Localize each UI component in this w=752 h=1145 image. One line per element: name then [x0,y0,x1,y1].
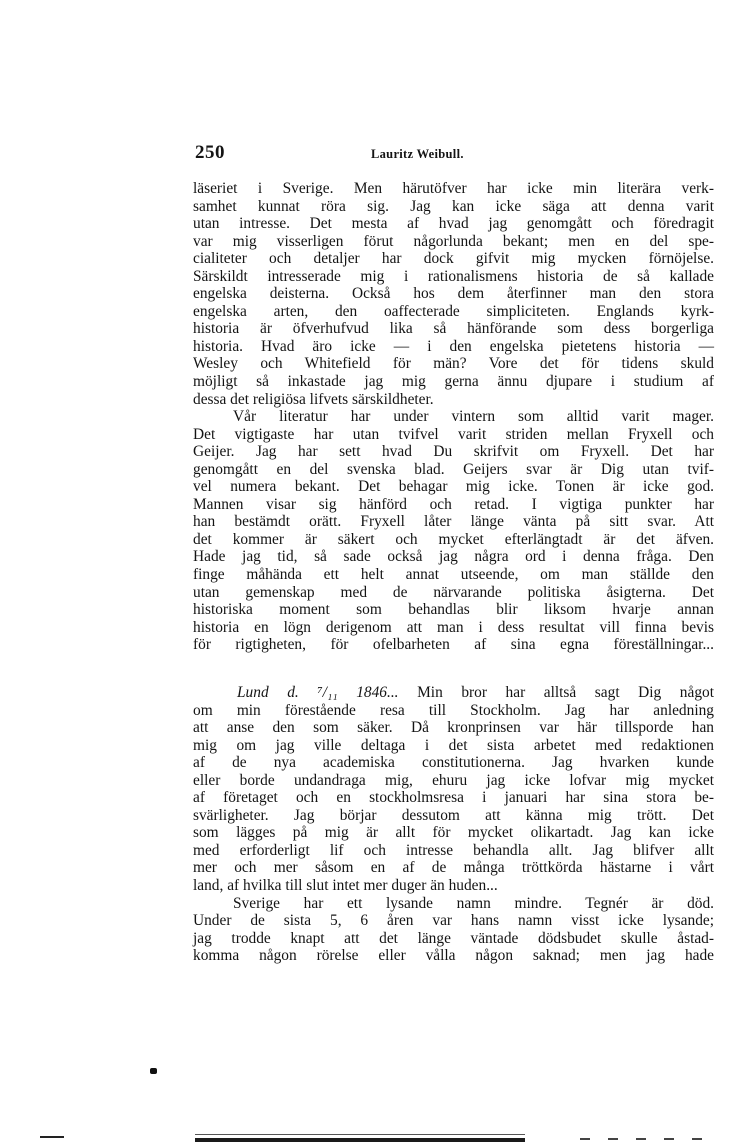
text-line: med erforderligt lif och intresse behandla allt. Jag blifver allt [193,841,714,859]
text-line: Sverige har ett lysande namn mindre. Tegnér är död. [233,894,714,912]
text-line: möjligt så inkastade jag mig gerna ännu djupare i studium af [193,373,714,391]
text-line: Geijer. Jag har sett hvad Du skrifvit om Fryxell. Det har [193,443,714,461]
text-line: eller borde undandraga mig, ehuru jag icke lofvar mig mycket [193,771,714,789]
text-line: historia är öfverhufvud lika så hänförande som dess borgerliga [193,320,714,338]
text-fragment: Min bror har alltså sagt Dig något [398,684,715,701]
text-line: Vår literatur har under vintern som alltid varit mager. [233,408,714,426]
dateline: Lund d. ⁷/₁₁ 1846... [237,684,399,701]
bottom-dashed-rule [580,1138,720,1140]
text-line: jag trodde knapt att det länge väntade dödsbudet skulle åstad- [193,929,714,947]
bottom-rule [195,1138,525,1142]
text-line: samhet kunnat röra sig. Jag kan icke säga att denna varit [193,197,714,215]
text-line: som lägges på mig är allt för mycket olikartadt. Jag kan icke [193,824,714,842]
text-line: Mannen visar sig hänförd och retad. I vigtiga punkter har [193,495,714,513]
text-line: land, af hvilka till slut intet mer duger än huden... [193,877,498,895]
letter-text-block-1 [193,180,714,654]
text-line: mer och mer såsom en af de många tröttkörda hästarne i vårt [193,859,714,877]
text-line: utan intresse. Det mesta af hvad jag genomgått och föredragit [193,215,714,233]
ink-speck [150,1068,157,1074]
text-line: af företaget och en stockholmsresa i januari har sina stora be- [193,789,714,807]
letter-text-block-2 [193,684,714,965]
text-line: Wesley och Whitefield för män? Vore det för tidens skuld [193,355,714,373]
text-line: var mig visserligen förut någorlunda bekant; men en del spe- [193,232,714,250]
text-line: historia. Hvad äro icke — i den engelska pietetens historia — [193,337,714,355]
text-line: dessa det religiösa lifvets särskildheter. [193,390,434,408]
text-line: för rigtigheten, för ofelbarheten af sina egna föreställningar... [193,636,714,654]
text-line: engelska deisterna. Också hos dem återfinner man den stora [193,285,714,303]
text-line: Det vigtigaste har utan tvifvel varit striden mellan Fryxell och [193,425,714,443]
text-line: mig om jag ville deltaga i det sista arbetet med redaktionen [193,736,714,754]
bottom-edge-mark [40,1136,64,1138]
running-header: Lauritz Weibull. [371,147,464,161]
text-line: vel numera bekant. Det behagar mig icke. Tonen är icke god. [193,478,714,496]
text-line: läseriet i Sverige. Men härutöfver har icke min literära verk- [193,180,714,197]
text-line: det kommer är säkert och mycket efterlängtadt är det äfven. [193,530,714,548]
text-line: Särskildt intresserade mig i rationalismens historia de så kallade [193,267,714,285]
page-number: 250 [195,142,225,163]
text-line: historiska moment som behandlas blir liksom hvarje annan [193,601,714,619]
text-line: om min förestående resa till Stockholm. Jag har anledning [193,701,714,719]
text-line: Under de sista 5, 6 åren var hans namn visst icke lysande; [193,912,714,930]
text-line: cialiteter och detaljer har dock gifvit mig mycken förnöjelse. [193,250,714,268]
text-line: engelska arten, den oaffecterade simpliciteten. Englands kyrk- [193,302,714,320]
text-line [193,684,714,702]
text-line: historia en lögn derigenom att man i dess resultat vill finna bevis [193,618,714,636]
text-line: komma någon rörelse eller vålla någon saknad; men jag hade [193,947,714,965]
bottom-rule-thin [195,1134,525,1135]
text-line: han bestämdt orätt. Fryxell låter länge vänta på sitt svar. Att [193,513,714,531]
text-line: svärligheter. Jag börjar dessutom att känna mig trött. Det [193,806,714,824]
text-line: af de nya academiska constitutionerna. Jag hvarken kunde [193,754,714,772]
text-line: finge måhända ett helt annat utseende, om man ställde den [193,566,714,584]
text-line: att anse den som säker. Då kronprinsen var här tillsporde han [193,719,714,737]
text-line: Hade jag tid, så sade också jag några ord i denna fråga. Den [193,548,714,566]
text-line: utan gemenskap med de närvarande politiska åsigterna. Det [193,583,714,601]
text-line: genomgått en del svenska blad. Geijers svar är Dig utan tvif- [193,460,714,478]
